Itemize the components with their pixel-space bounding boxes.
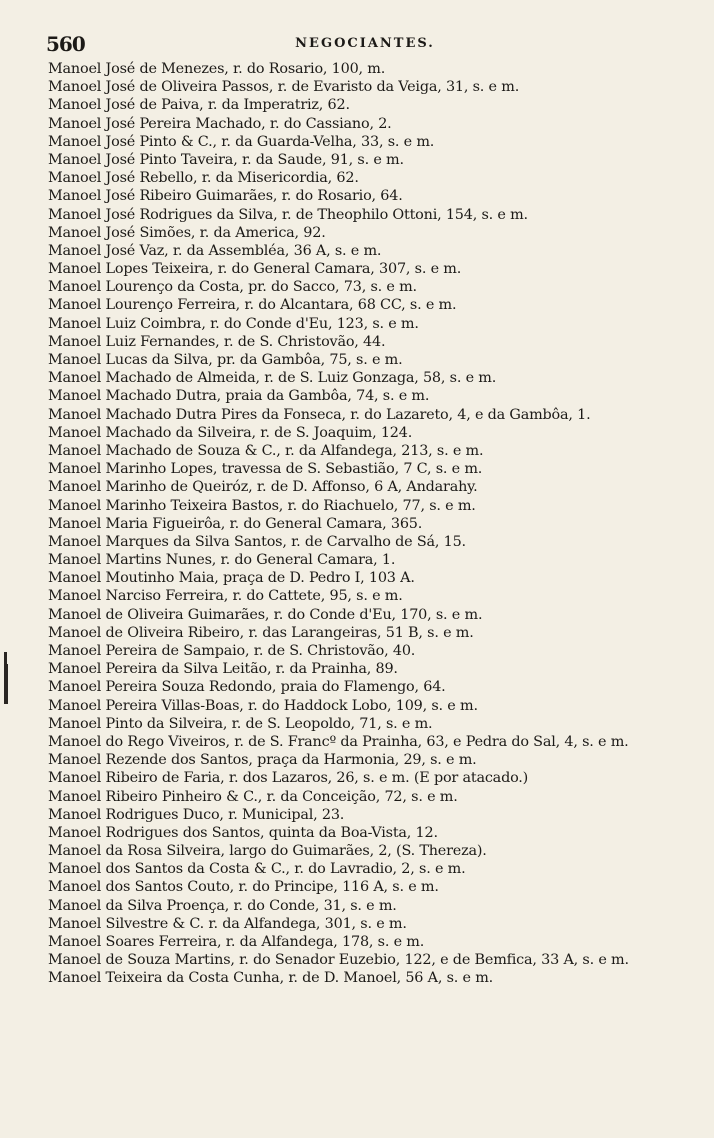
directory-entry: Manoel Marinho de Queiróz, r. de D. Affonso, 6 A, Andarahy. (48, 479, 478, 496)
directory-entry: Manoel da Rosa Silveira, largo do Guimarães, 2, (S. Thereza). (48, 843, 487, 860)
directory-entry: Manoel José Ribeiro Guimarães, r. do Rosario, 64. (48, 188, 403, 205)
directory-entry: Manoel Silvestre & C. r. da Alfandega, 301, s. e m. (48, 915, 407, 932)
directory-entry: Manoel Machado Dutra, praia da Gambôa, 74, s. e m. (48, 388, 430, 405)
directory-entry: Manoel Machado da Silveira, r. de S. Joaquim, 124. (48, 424, 413, 441)
margin-mark (4, 664, 8, 704)
directory-entry: Manoel Rodrigues Duco, r. Municipal, 23. (48, 806, 345, 823)
directory-entry: Manoel Soares Ferreira, r. da Alfandega, 178, s. e m. (48, 934, 425, 950)
directory-entry: Manoel Lopes Teixeira, r. do General Camara, 307, s. e m. (48, 261, 462, 278)
directory-entry: Manoel Marques da Silva Santos, r. de Carvalho de Sá, 15. (48, 533, 466, 550)
directory-entry: Manoel Teixeira da Costa Cunha, r. de D. Manoel, 56 A, s. e m. (48, 970, 494, 987)
directory-entry: Manoel Moutinho Maia, praça de D. Pedro I, 103 A. (48, 570, 415, 587)
directory-entry: Manoel José de Paiva, r. da Imperatriz, 62. (48, 97, 350, 114)
directory-entry: Manoel de Oliveira Guimarães, r. do Conde d'Eu, 170, s. e m. (48, 606, 483, 623)
directory-entry: Manoel Ribeiro de Faria, r. dos Lazaros, 26, s. e m. (E por atacado.) (48, 770, 529, 787)
directory-entry: Manoel Machado de Souza & C., r. da Alfandega, 213, s. e m. (48, 442, 484, 459)
page-number: 560 (46, 32, 85, 56)
directory-entry: Manoel Narciso Ferreira, r. do Cattete, 95, s. e m. (48, 588, 403, 605)
directory-entry: Manoel da Silva Proença, r. do Conde, 31, s. e m. (48, 897, 397, 914)
directory-entry: Manoel Machado de Almeida, r. de S. Luiz Gonzaga, 58, s. e m. (48, 370, 497, 387)
running-title: NEGOCIANTES. (295, 36, 435, 51)
directory-entry: Manoel Rezende dos Santos, praça da Harmonia, 29, s. e m. (48, 752, 477, 769)
directory-entry: Manoel Pereira Villas-Boas, r. do Haddock Lobo, 109, s. e m. (48, 697, 478, 714)
page-header (46, 32, 684, 58)
directory-entry: Manoel Ribeiro Pinheiro & C., r. da Conceição, 72, s. e m. (48, 788, 458, 805)
directory-entry: Manoel Marinho Lopes, travessa de S. Sebastião, 7 C, s. e m. (48, 461, 483, 478)
directory-entry: Manoel Martins Nunes, r. do General Camara, 1. (48, 552, 396, 569)
directory-entry: Manoel José Pinto Taveira, r. da Saude, 91, s. e m. (48, 151, 404, 168)
directory-entry: Manoel Luiz Fernandes, r. de S. Christovão, 44. (48, 333, 386, 350)
directory-entry: Manoel José Rebello, r. da Misericordia, 62. (48, 170, 359, 187)
directory-entry: Manoel Machado Dutra Pires da Fonseca, r. do Lazareto, 4, e da Gambôa, 1. (48, 406, 591, 423)
directory-entry: Manoel José Simões, r. da America, 92. (48, 224, 326, 241)
entry-list (48, 60, 688, 988)
directory-entry: Manoel Marinho Teixeira Bastos, r. do Riachuelo, 77, s. e m. (48, 497, 476, 514)
directory-entry: Manoel Rodrigues dos Santos, quinta da Boa-Vista, 12. (48, 824, 438, 841)
directory-entry: Manoel José de Oliveira Passos, r. de Evaristo da Veiga, 31, s. e m. (48, 79, 520, 96)
directory-entry: Manoel Pereira de Sampaio, r. de S. Christovão, 40. (48, 643, 416, 659)
directory-entry: Manoel Pereira Souza Redondo, praia do Flamengo, 64. (48, 679, 446, 696)
directory-entry: Manoel Maria Figueirôa, r. do General Camara, 365. (48, 515, 423, 532)
directory-entry: Manoel dos Santos Couto, r. do Principe, 116 A, s. e m. (48, 879, 439, 896)
directory-entry: Manoel Pinto da Silveira, r. de S. Leopoldo, 71, s. e m. (48, 715, 433, 732)
directory-entry: Manoel dos Santos da Costa & C., r. do Lavradio, 2, s. e m. (48, 861, 466, 878)
directory-entry: Manoel Lourenço da Costa, pr. do Sacco, 73, s. e m. (48, 279, 417, 296)
directory-entry: Manoel de Souza Martins, r. do Senador Euzebio, 122, e de Bemfica, 33 A, s. e m. (48, 952, 629, 969)
directory-entry: Manoel José de Menezes, r. do Rosario, 100, m. (48, 61, 386, 77)
directory-entry: Manoel José Pinto & C., r. da Guarda-Velha, 33, s. e m. (48, 133, 435, 150)
directory-entry: Manoel José Vaz, r. da Assembléa, 36 A, s. e m. (48, 242, 382, 259)
directory-entry: Manoel do Rego Viveiros, r. de S. Francº da Prainha, 63, e Pedra do Sal, 4, s. e m. (48, 733, 629, 750)
directory-entry: Manoel de Oliveira Ribeiro, r. das Larangeiras, 51 B, s. e m. (48, 624, 474, 641)
directory-entry: Manoel Pereira da Silva Leitão, r. da Prainha, 89. (48, 661, 398, 678)
directory-entry: Manoel José Pereira Machado, r. do Cassiano, 2. (48, 115, 392, 132)
directory-entry: Manoel Luiz Coimbra, r. do Conde d'Eu, 123, s. e m. (48, 315, 419, 332)
directory-entry: Manoel Lucas da Silva, pr. da Gambôa, 75, s. e m. (48, 352, 403, 368)
directory-entry: Manoel José Rodrigues da Silva, r. de Theophilo Ottoni, 154, s. e m. (48, 206, 528, 223)
directory-entry: Manoel Lourenço Ferreira, r. do Alcantara, 68 CC, s. e m. (48, 297, 457, 314)
